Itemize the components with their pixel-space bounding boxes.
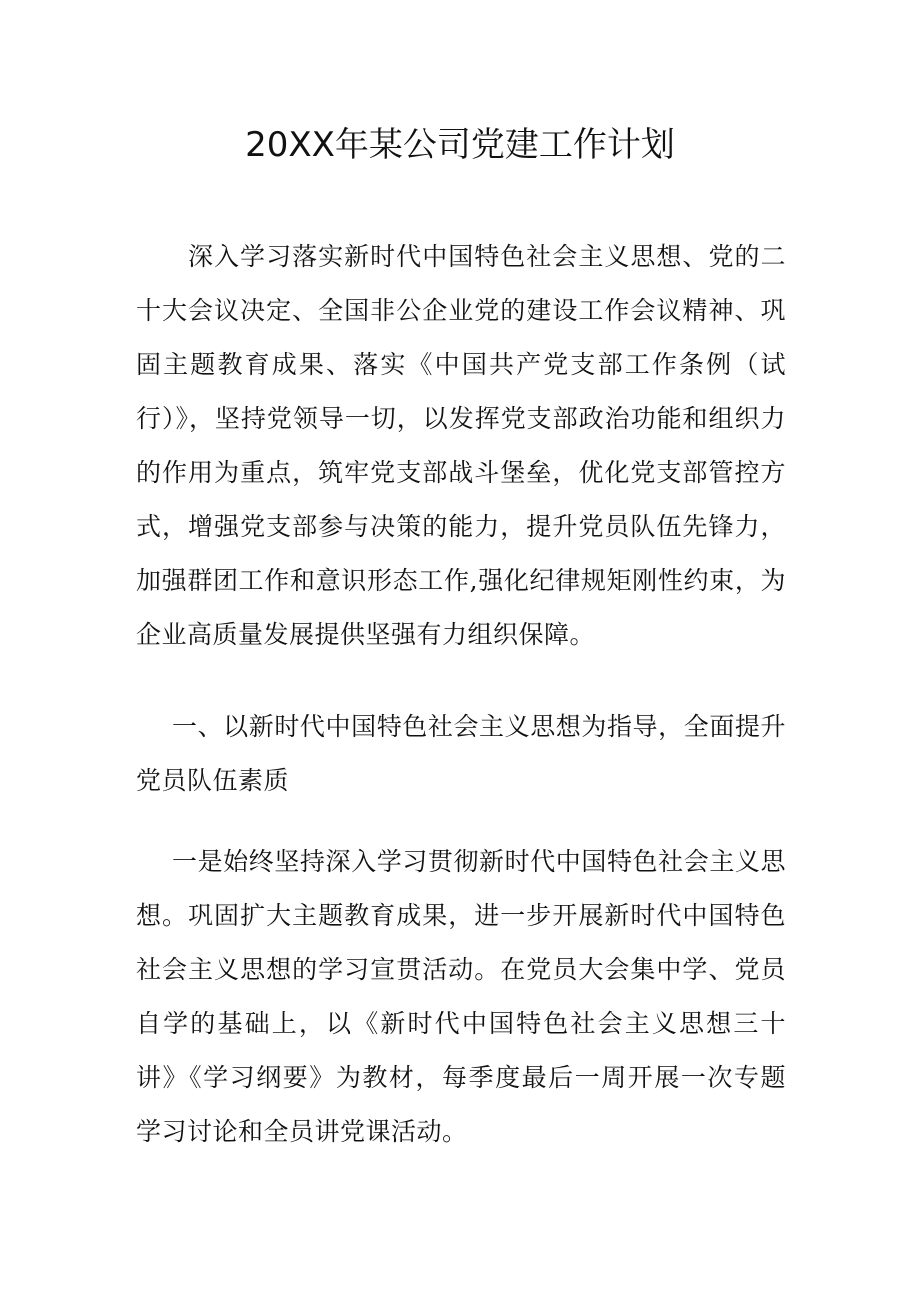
section-heading-1: 一、以新时代中国特色社会主义思想为指导，全面提升党员队伍素质 <box>136 712 786 795</box>
intro-paragraph: 深入学习落实新时代中国特色社会主义思想、党的二十大会议决定、全国非公企业党的建设工作会议精神、巩固主题教育成果、落实《中国共产党支部工作条例（试行）》，坚持党领导一切，以发挥党支部政治功能和组织力的作用为重点，筑牢党支部战斗堡垒，优化党支部管控方式，增强党支部参与决策的能力，提升党员队伍先锋力，加强群团工作和意识形态工作,强化纪律规矩刚性约束，为企业高质量发展提供坚强有力组织保障。 <box>136 242 786 649</box>
document-title: 20XX年某公司党建工作计划 <box>245 125 675 165</box>
section-1-item-1-paragraph: 一是始终坚持深入学习贯彻新时代中国特色社会主义思想。巩固扩大主题教育成果，进一步开展新时代中国特色社会主义思想的学习宣贯活动。在党员大会集中学、党员自学的基础上，以《新时代中国特色社会主义思想三十讲》《学习纲要》为教材，每季度最后一周开展一次专题学习讨论和全员讲党课活动。 <box>136 847 786 1146</box>
